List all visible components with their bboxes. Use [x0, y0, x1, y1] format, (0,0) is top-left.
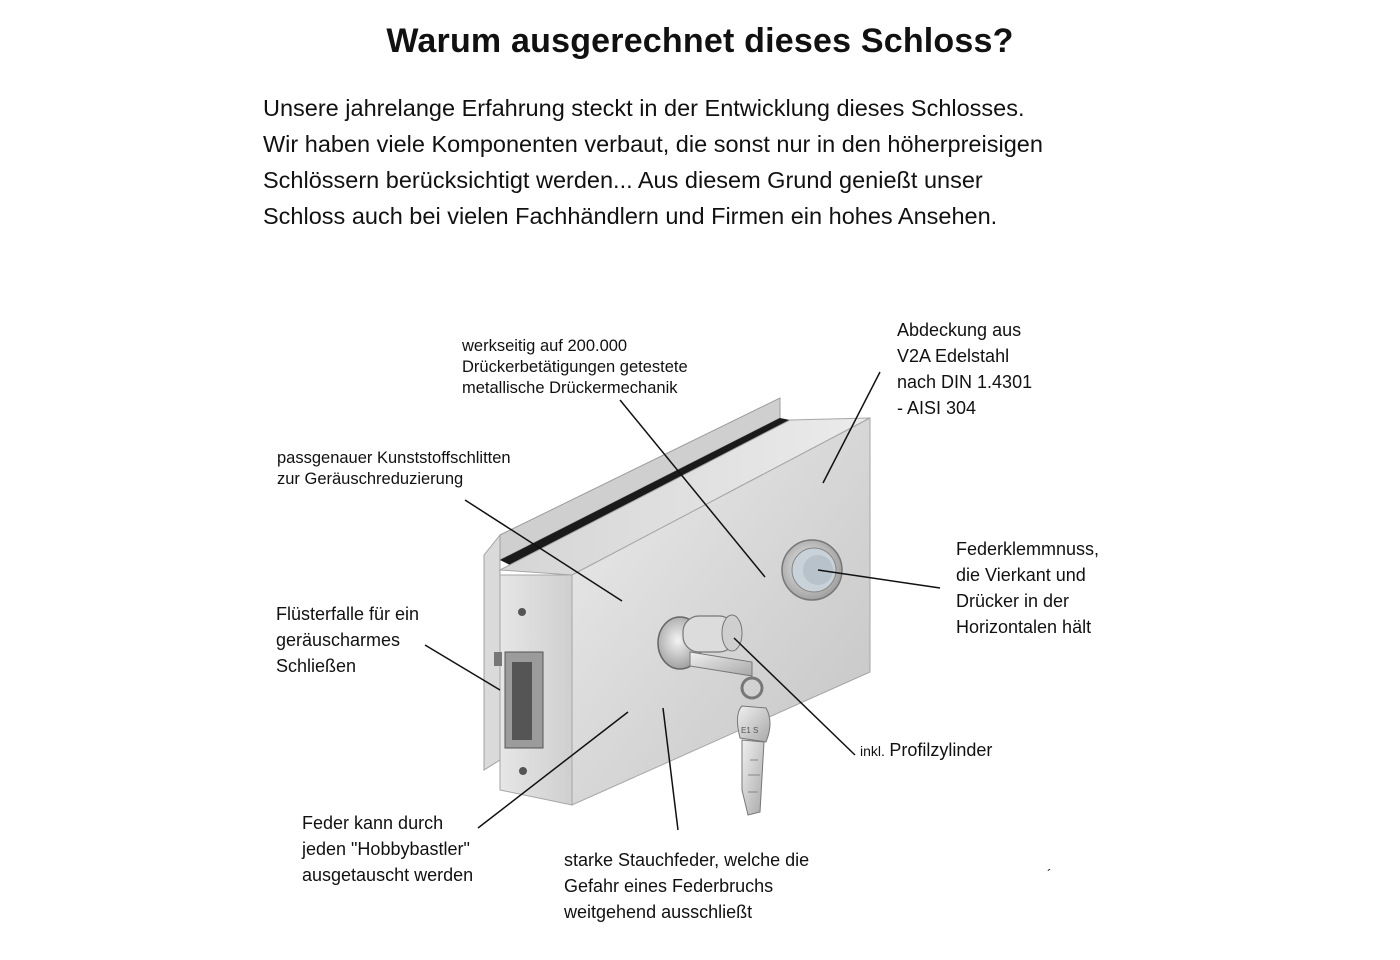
callout-line: Schließen: [276, 656, 357, 676]
callout-label: Profilzylinder: [889, 740, 993, 760]
callout-profilzylinder: [860, 740, 992, 761]
page-title: Warum ausgerechnet dieses Schloss?: [386, 22, 1014, 60]
callout-line: Abdeckung aus: [897, 320, 1022, 340]
intro-line: Unsere jahrelange Erfahrung steckt in der Entwicklung dieses Schlosses.: [263, 95, 1025, 121]
callout-line: - AISI 304: [897, 398, 977, 418]
stray-mark: ´: [1047, 866, 1052, 882]
callout-mechanik: [462, 336, 688, 399]
callout-line: zur Geräuschreduzierung: [277, 470, 464, 488]
callout-line: Horizontalen hält: [956, 617, 1092, 637]
spindle-nut: [782, 540, 842, 600]
callout-line: metallische Drückermechanik: [462, 379, 678, 397]
callout-line: Gefahr eines Federbruchs: [564, 876, 774, 896]
callout-stauchfeder: [564, 847, 809, 925]
intro-line: Schlössern berücksichtigt werden... Aus diesem Grund genießt unser: [263, 167, 983, 193]
callout-line: ausgetauscht werden: [302, 865, 474, 885]
callout-abdeckung: [897, 317, 1032, 421]
screw-icon: [519, 767, 527, 775]
intro-line: Wir haben viele Komponenten verbaut, die sonst nur in den höherpreisigen: [263, 131, 1043, 157]
callout-fluesterfalle: [276, 601, 419, 679]
callout-schlitten: [277, 448, 511, 490]
callout-line: Drücker in der: [956, 591, 1070, 611]
intro-line: Schloss auch bei vielen Fachhändlern und Firmen ein hohes Ansehen.: [263, 203, 998, 229]
callout-federklemmnuss: [956, 536, 1099, 640]
callout-line: starke Stauchfeder, welche die: [564, 850, 810, 870]
callout-line: Feder kann durch: [302, 813, 444, 833]
callout-line: passgenauer Kunststoffschlitten: [277, 449, 511, 467]
callout-line: V2A Edelstahl: [897, 346, 1010, 366]
callout-feder: [302, 810, 473, 888]
screw-icon: [518, 608, 526, 616]
callout-line: Flüsterfalle für ein: [276, 604, 420, 624]
callout-line: Federklemmnuss,: [956, 539, 1100, 559]
callout-line: weitgehend ausschließt: [564, 902, 753, 922]
key-engraving: E1 S: [741, 726, 759, 735]
callout-line: Drückerbetätigungen getestete: [462, 358, 688, 376]
callout-line: geräuscharmes: [276, 630, 401, 650]
callout-line: die Vierkant und: [956, 565, 1086, 585]
callout-prefix: inkl.: [860, 743, 885, 759]
callout-line: jeden "Hobbybastler": [302, 839, 470, 859]
callout-line: nach DIN 1.4301: [897, 372, 1033, 392]
callout-line: werkseitig auf 200.000: [462, 337, 628, 355]
